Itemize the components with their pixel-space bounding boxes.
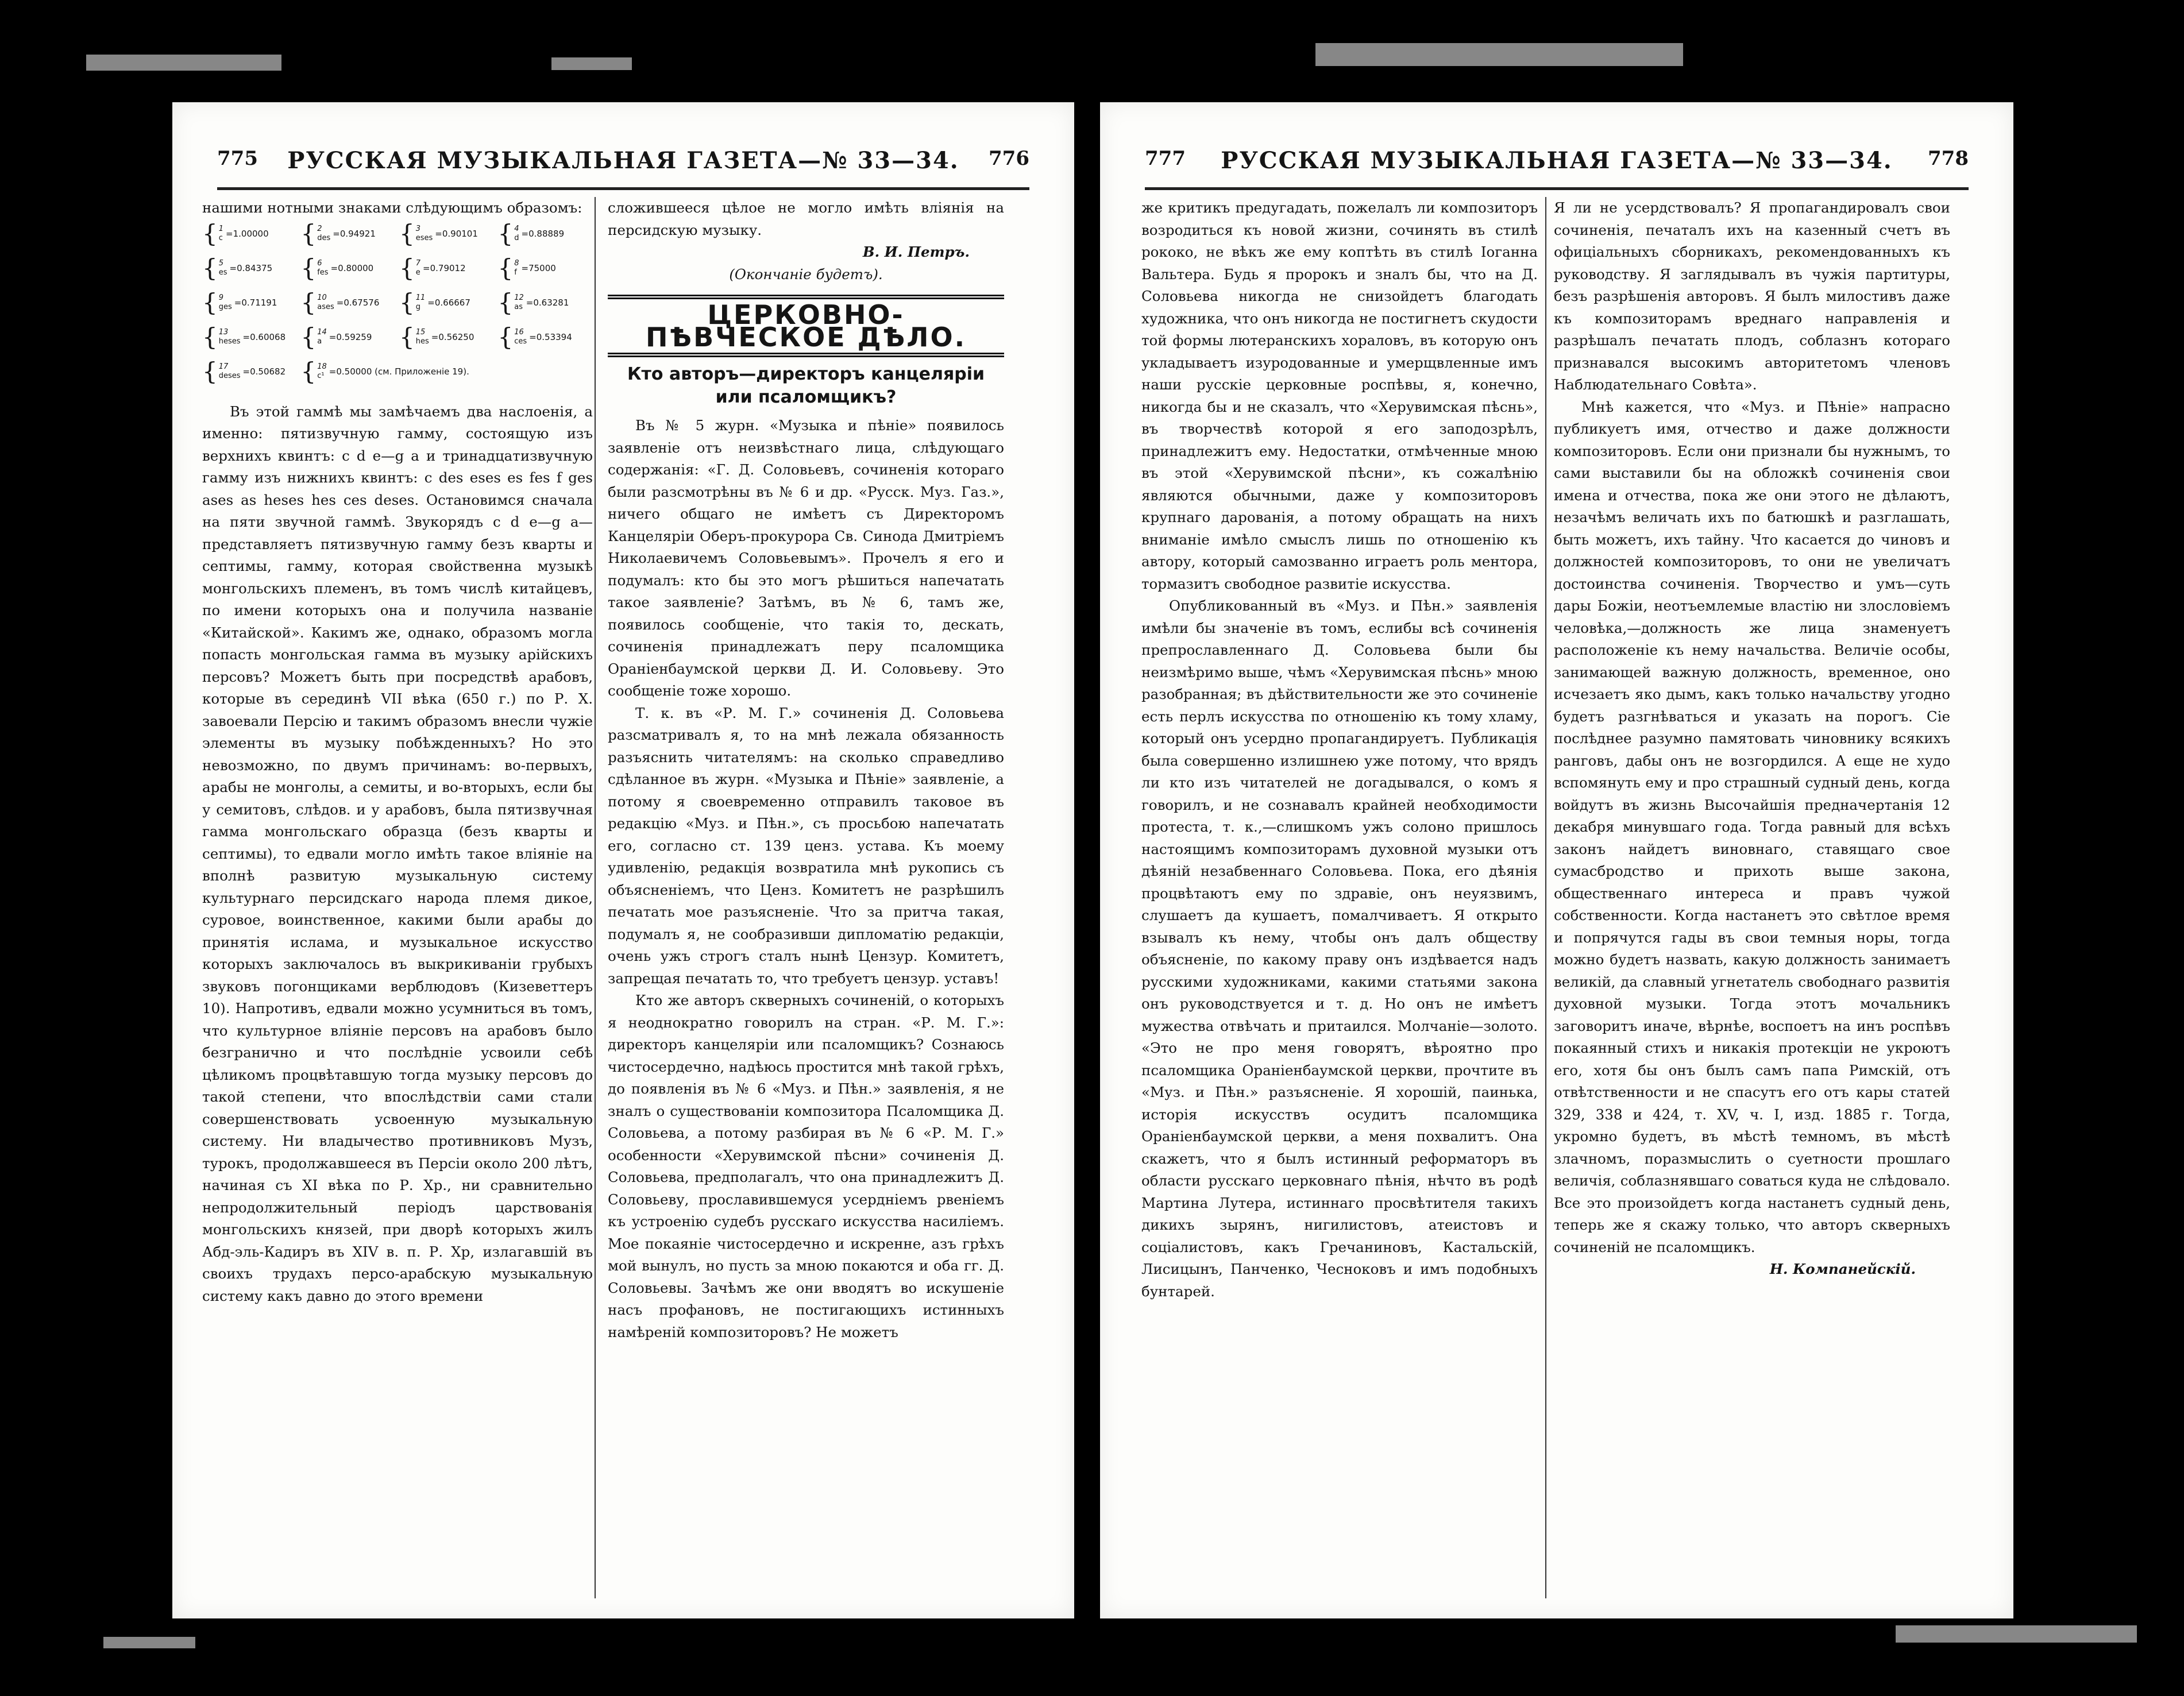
equals-glyph: = — [336, 297, 344, 308]
brace-glyph: { — [300, 322, 317, 351]
brace-glyph: { — [202, 219, 218, 248]
page-number-775: 775 — [217, 147, 258, 170]
degree-number: 9 — [218, 293, 224, 302]
scale-degree — [416, 328, 429, 346]
equals-glyph: = — [229, 262, 237, 273]
note-name: hes — [415, 337, 429, 346]
brace-glyph: { — [497, 288, 514, 316]
note-name: as — [514, 302, 523, 311]
scan-noise-top-left — [86, 55, 281, 71]
degree-number: 14 — [317, 327, 327, 337]
ratio-value: 0.80000 — [338, 262, 374, 273]
note-name: ges — [218, 302, 232, 311]
note-name: des — [317, 233, 331, 242]
brace-glyph: { — [399, 219, 415, 248]
article-paragraph: Въ этой гаммѣ мы замѣчаемъ два наслоенія, а именно: пятизвучную гамму, состоящую изъ верхнихъ квинтъ: c d e—g a и тринадцатизвучную гамму изъ нижнихъ квинтъ: c des eses es fes f ges ases as heses hes ces deses. Остановимся сначала на пяти звучной гаммѣ. Звукорядъ c d e—g a—представляетъ пятизвучную гамму безъ кварты и септимы, гамму, которая свойственна музыкѣ монгольскихъ племенъ, въ томъ числѣ китайцевъ, по имени которыхъ она и получила названіе «Китайской». Какимъ же, однако, образомъ могла попасть монгольская гамма въ музыку арійскихъ персовъ? Можетъ быть при посредствѣ арабовъ, которые въ серединѣ VII вѣка (650 г.) по Р. Х. завоевали Персію и такимъ образомъ внесли чужіе элементы въ музыку побѣжденныхъ? Но это невозможно, по двумъ причинамъ: во-первыхъ, арабы не монголы, а семиты, и во-вторыхъ, если бы у семитовъ, слѣдов. и у арабовъ, была пятизвучная гамма монгольскаго образца (безъ кварты и септимы), то едвали могло имѣть такое вліяніе на вполнѣ развитую музыкальную систему культурнаго персидскаго народа племя дикое, суровое, воинственное, какими были арабы до принятія ислама, и музыкальное искусство которыхъ заключалось въ выкрикиваніи грубыхъ звуковъ погонщиками верблюдовъ (Кизеветтеръ 10). Напротивъ, едвали можно усумниться въ томъ, что культурное вліяніе персовъ на арабовъ было безгранично и что послѣдніе усвоили себѣ цѣликомъ процвѣтавшую тогда музыку персовъ до такой степени, что впослѣдствіи сами стали совершенствовать усвоенную музыкальную систему. Ни владычество противниковъ Музъ, турокъ, продолжавшееся въ Персіи около 200 лѣтъ, начиная съ XI вѣка по Р. Хр., ни сравнительно непродолжительный періодъ царствованія монгольскихъ князей, при дворѣ которыхъ жилъ Абд-эль-Кадиръ въ XIV в. п. Р. Хр, излагавшій въ своихъ трудахъ персо-арабскую музыкальную систему какъ давно до этого времени — [202, 403, 593, 1304]
scale-entry — [399, 288, 495, 316]
scale-entry — [497, 253, 593, 282]
equals-glyph: = — [526, 297, 534, 308]
brace-glyph: { — [202, 357, 218, 385]
equals-glyph: = — [427, 297, 435, 308]
left-page-column-2 — [608, 197, 1004, 1598]
degree-number: 10 — [317, 293, 327, 302]
equals-glyph: = — [431, 331, 439, 342]
right-page-header — [1145, 147, 1969, 190]
brace-glyph: { — [300, 357, 317, 385]
scale-entry — [202, 253, 298, 282]
scale-intro: нашими нотными знаками слѣдующимъ образомъ: — [202, 199, 582, 216]
note-name: e — [415, 268, 420, 277]
equals-glyph: = — [329, 331, 337, 342]
degree-number: 18 — [317, 362, 327, 371]
degree-number: 16 — [514, 327, 524, 337]
note-name: a — [317, 337, 322, 346]
degree-number: 5 — [218, 258, 224, 268]
equals-glyph: = — [423, 262, 430, 273]
scale-entry — [497, 219, 593, 248]
degree-number: 17 — [218, 362, 229, 371]
article-subtitle: Кто авторъ—директоръ канцеляріи или псаломщикъ? — [627, 364, 985, 407]
scale-degree — [317, 259, 328, 277]
ratio-value: 0.63281 — [533, 297, 569, 308]
scale-entry — [497, 322, 593, 351]
masthead: РУССКАЯ МУЗЫКАЛЬНАЯ ГАЗЕТА—№ 33—34. — [1221, 147, 1893, 174]
scale-entry — [399, 253, 495, 282]
scale-degree — [219, 293, 232, 312]
brace-glyph: { — [202, 288, 218, 316]
article-paragraph: Въ № 5 журн. «Музыка и пѣніе» появилось заявленіе отъ неизвѣстнаго лица, слѣдующаго содержанія: «Г. Д. Соловьевъ, сочиненія котораго были разсмотрѣны въ № 6 и др. «Русск. Муз. Газ.», ничего общаго не имѣетъ съ Директоромъ Канцеляріи Оберъ-прокурора Св. Синода Дмитріемъ Николаевичемъ Соловьевымъ». Прочелъ я его и подумалъ: кто бы это могъ рѣшиться напечатать такое заявленіе? Затѣмъ, въ № 6, тамъ же, появилось сообщеніе, что такія то, дескать, сочиненія принадлежатъ перу псаломщика Оранiенбаумской церкви Д. И. Соловьеву. Это сообщеніе тоже хорошо. — [608, 417, 1004, 699]
page-number-778: 778 — [1928, 147, 1969, 170]
ratio-value: 0.56250 — [438, 331, 474, 342]
scale-entry — [399, 322, 495, 351]
left-page-column-1 — [202, 197, 593, 1598]
ratio-value: 75000 — [528, 262, 556, 273]
article-paragraph: Я ли не усердствовалъ? Я пропагандировалъ свои сочиненія, печаталъ ихъ на казенный счетъ въ офиціальныхъ сборникахъ, рекомендованныхъ къ руководству. Я заглядывалъ въ чужія партитуры, безъ разрѣшенія авторовъ. Я былъ милостивъ даже къ композиторамъ вреднаго направленія и разрѣшалъ печатать плодъ, соблазнъ котораго признавался высокимъ авторитетомъ членовъ Наблюдательнаго Совѣта». — [1554, 199, 1950, 393]
degree-number: 3 — [415, 224, 421, 233]
ratio-value: 0.59259 — [336, 331, 372, 342]
brace-glyph: { — [300, 219, 317, 248]
column-divider — [1545, 197, 1546, 1598]
article-paragraph: Опубликованный въ «Муз. и Пѣн.» заявленія имѣли бы значеніе въ томъ, еслибы всѣ сочиненія препрославленнаго Д. Соловьева были бы неизмѣримо выше, чѣмъ «Херувимская пѣснь» мною разобранная; въ дѣйствительности же это сочиненіе есть перлъ искусства по отношенію къ тому хламу, который онъ усердно пропагандируетъ. Публикація была совершенно излишнею уже потому, что врядъ ли кто изъ читателей не догадывался, о комъ я говорилъ, и не сознавалъ крайней необходимости протеста, т. к.,—слишкомъ ужъ солоно пришлось настоящимъ композиторамъ духовной музыки отъ дѣяній незабвеннаго Соловьева. Пока, его дѣянія процвѣтаютъ ему по здравіе, онъ неуязвимъ, слушаетъ да кушаетъ, помалчиваетъ. Я открыто взывалъ къ нему, чтобы онъ далъ обществу объясненіе, по какому праву онъ издѣвается надъ русскими художниками, какими статьями закона онъ руководствуется и т. д. Но онъ не имѣетъ мужества отвѣчать и притаился. Молчаніе—золото. «Это не про меня говорятъ, вѣроятно про псаломщика Оранiенбаумской церкви, прочтите въ «Муз. и Пѣн.» разъясненіе. Я хорошій, паинька, исторія искусствъ осудитъ псаломщика Оранiенбаумской церкви, а меня похвалитъ. Она скажетъ, что я былъ истинный реформаторъ въ области русскаго церковнаго пѣнія, нѣчто въ родѣ Мартина Лутера, истиннаго просвѣтителя такихъ дикихъ зырянъ, нигилистовъ, атеистовъ и соціалистовъ, какъ Гречаниновъ, Кастальскій, Лисицынъ, Панченко, Чесноковъ и имъ подобныхъ бунтарей. — [1141, 597, 1538, 1300]
article-paragraph: Кто же авторъ скверныхъ сочиненій, о которыхъ я неоднократно говорилъ на стран. «Р. М. Г.»: директоръ канцеляріи или псаломщикъ? Сознаюсь чистосердечно, надѣюсь простится мнѣ такой грѣхъ, до появленія въ № 6 «Муз. и Пѣн.» заявленія, я не зналъ о существованіи композитора Псаломщика Д. Соловьева, а потому разбирая въ № 6 «Р. М. Г.» особенности «Херувимской пѣсни» сочиненія Д. Соловьева, предполагалъ, что она принадлежитъ Д. Соловьеву, прославившемуся усердніемъ рвеніемъ къ устроенію судебъ русскаго искусства насиліемъ. Мое покаяніе чистосердечно и искренне, азъ грѣхъ мой вынулъ, но пусть за мною покаются и оба гг. Д. Соловьевы. Зачѣмъ же они вводятъ во искушеніе насъ профановъ, не постигающихъ истинныхъ намѣреній композиторовъ? Не можетъ — [608, 992, 1004, 1340]
masthead: РУССКАЯ МУЗЫКАЛЬНАЯ ГАЗЕТА—№ 33—34. — [287, 147, 959, 174]
equals-glyph: = — [521, 228, 529, 239]
degree-number: 11 — [415, 293, 426, 302]
equals-glyph: = — [521, 262, 529, 273]
ratio-value: 0.94921 — [339, 228, 376, 239]
ratio-value: 0.53394 — [536, 331, 572, 342]
scale-entry — [202, 357, 298, 385]
degree-number: 8 — [514, 258, 519, 268]
brace-glyph: { — [300, 253, 317, 282]
article-paragraph: же критикъ предугадать, пожелалъ ли композиторъ возродиться къ новой жизни, сочинять въ стилѣ рококо, не вѣкъ же ему коптѣть въ стилѣ Іоганна Вальтера. Будь я пророкъ и зналъ бы, что на Д. Соловьева никогда не снизойдетъ благодать художника, что онъ никогда не постигнетъ скудости той формы лютеранскихъ хораловъ, въ которую онъ укладываетъ изуродованные и умерщвленные имъ наши русскіе церковные роспѣвы, я, конечно, никогда бы и не сказалъ, что «Херувимская пѣснь», въ творчествѣ которой я его заподозрѣлъ, принадлежитъ ему. Недостатки, отмѣченные мною въ этой «Херувимской пѣсни», къ сожалѣнію являются обычными, даже у композиторовъ крупнаго дарованія, а потому обращать на нихъ вниманіе имѣло смыслъ лишь по отношенію къ автору, который самозванно играетъ роль ментора, тормазитъ свободное развитіе искусства. — [1141, 199, 1538, 592]
scale-entry — [399, 219, 495, 248]
note-name: ces — [514, 337, 527, 346]
degree-number: 1 — [218, 224, 224, 233]
scale-degree — [514, 225, 519, 243]
brace-glyph: { — [202, 253, 218, 282]
left-page-header — [217, 147, 1029, 190]
equals-glyph: = — [435, 228, 442, 239]
note-name: c¹ — [317, 371, 325, 380]
scale-entry — [300, 219, 396, 248]
to-be-continued: (Окончаніе будетъ). — [729, 265, 883, 283]
scale-degree — [514, 328, 527, 346]
scan-noise-top-mid — [551, 57, 632, 70]
brace-glyph: { — [497, 253, 514, 282]
brace-glyph: { — [399, 322, 415, 351]
author-signature: Н. Компанейскій. — [1769, 1261, 1916, 1277]
brace-glyph: { — [399, 253, 415, 282]
right-page-column-2 — [1554, 197, 1950, 1598]
scale-degree — [219, 225, 223, 243]
note-name: deses — [218, 371, 241, 380]
scale-entry — [202, 322, 298, 351]
brace-glyph: { — [300, 288, 317, 316]
scan-noise-bottom-left — [103, 1637, 195, 1648]
scale-degree — [317, 328, 327, 346]
note-name: c — [218, 233, 223, 242]
page-number-776: 776 — [989, 147, 1029, 170]
scale-degree — [416, 225, 433, 243]
left-page — [172, 102, 1074, 1618]
degree-number: 2 — [317, 224, 322, 233]
equals-glyph: = — [242, 366, 250, 377]
scale-degree — [514, 293, 524, 312]
note-name: d — [514, 233, 519, 242]
degree-number: 15 — [415, 327, 426, 337]
brace-glyph: { — [497, 219, 514, 248]
ratio-value: 1.00000 — [233, 228, 269, 239]
equals-glyph: = — [226, 228, 233, 239]
scale-degree — [317, 225, 330, 243]
note-name: eses — [415, 233, 433, 242]
scale-degree — [416, 259, 420, 277]
scale-table — [202, 219, 593, 385]
ratio-value: 0.88889 — [528, 228, 565, 239]
note-name: g — [415, 302, 420, 311]
note-name: fes — [317, 268, 329, 277]
degree-number: 12 — [514, 293, 524, 302]
brace-glyph: { — [399, 288, 415, 316]
equals-glyph: = — [330, 262, 338, 273]
article-closing-text: сложившееся цѣлое не могло имѣть вліянія на персидскую музыку. — [608, 199, 1004, 238]
equals-glyph: = — [242, 331, 250, 342]
note-name: f — [514, 268, 517, 277]
equals-glyph: = — [234, 297, 242, 308]
scale-degree — [219, 362, 241, 381]
degree-number: 6 — [317, 258, 322, 268]
ratio-value: 0.66667 — [434, 297, 470, 308]
ratio-value: 0.84375 — [237, 262, 273, 273]
scale-entry — [300, 288, 396, 316]
author-signature: В. И. Петръ. — [862, 244, 970, 260]
column-divider — [595, 197, 596, 1598]
scan-noise-bottom-right — [1896, 1625, 2137, 1643]
note-name: heses — [218, 337, 241, 346]
scale-entry — [497, 288, 593, 316]
scale-entry — [202, 288, 298, 316]
scale-degree — [317, 362, 327, 381]
right-page-column-1 — [1141, 197, 1538, 1598]
scale-degree — [317, 293, 334, 312]
scale-degree — [219, 328, 241, 346]
scale-degree — [416, 293, 426, 312]
ratio-value: 0.60068 — [250, 331, 286, 342]
scale-entry — [202, 219, 298, 248]
scan-noise-top-right — [1315, 43, 1683, 66]
article-paragraph: Мнѣ кажется, что «Муз. и Пѣніе» напрасно публикуетъ имя, отчество и даже должности композиторовъ. Если они признали бы нужнымъ, то сами выставили бы на обложкѣ сочиненія свои имена и отчества, пока же они этого не дѣлаютъ, незачѣмъ величать ихъ по батюшкѣ и разглашать, быть можетъ, ихъ тайну. Что касается до чиновъ и должностей композиторовъ, то они не увеличатъ достоинства сочиненія. Творчество и умъ—суть дары Божіи, неотъемлемые властію ни злословіемъ человѣка,—должность же лица знаменуетъ расположеніе къ нему начальства. Величіе особы, занимающей важную должность, временное, оно исчезаетъ яко дымъ, какъ только начальству угодно будетъ разгнѣваться и указать на порогъ. Сіе послѣднее разумно памятовать чиновнику всякихъ ранговъ, дабы онъ не возгордился. А еще не худо вспомянуть ему и про страшный судный день, когда войдутъ въ жизнь Высочайшія предначертанія 12 декабря минувшаго года. Тогда равный для всѣхъ законъ найдетъ виновнаго, ставящаго свое сумасбродство и прихоть выше закона, общественнаго интереса и правъ чужой собственности. Когда настанетъ это свѣтлое время и попрячутся гады въ свои темныя норы, тогда можно будетъ назвать, какую должность занимаетъ великій, да славный угнетатель свободнаго развитія духовной музыки. Тогда этотъ мочальникъ заговоритъ иначе, вѣрнѣе, воспоетъ на инъ роспѣвъ покаянный стихъ и никакія протекціи не укроютъ его, хотя бы онъ былъ самъ папа Римскій, отъ отвѣтственности и не спасутъ его отъ кары статей 329, 338 и 424, т. XV, ч. І, изд. 1885 г. Тогда, укромно будетъ, въ мѣстѣ темномъ, въ мѣстѣ злачномъ, поразмыслить о суетности прошлаго величія, соблазнявшаго соваться куда не слѣдовало. Все это произойдетъ когда настанетъ судный день, теперь же я скажу только, что авторъ скверныхъ сочиненій не псаломщикъ. — [1554, 398, 1950, 1255]
scale-entry — [300, 357, 593, 385]
ratio-value: 0.50682 — [250, 366, 286, 377]
scale-degree — [514, 259, 519, 277]
ratio-value: 0.67576 — [344, 297, 380, 308]
ratio-value: 0.90101 — [442, 228, 478, 239]
note-name: es — [218, 268, 227, 277]
section-title: ЦЕРКОВНО-ПѢВЧЕСКОЕ ДѢЛО. — [608, 295, 1004, 357]
equals-glyph: = — [333, 228, 340, 239]
equals-glyph: = — [529, 331, 537, 342]
right-page — [1100, 102, 2013, 1618]
degree-number: 7 — [415, 258, 421, 268]
page-number-777: 777 — [1145, 147, 1186, 170]
scale-entry — [300, 322, 396, 351]
ratio-value: 0.50000 (см. Приложеніе 19). — [336, 366, 469, 377]
article-paragraph: Т. к. въ «Р. М. Г.» сочиненія Д. Соловьева разсматривалъ я, то на мнѣ лежала обязанность разъяснить читателямъ: на сколько справедливо сдѣланное въ журн. «Музыка и Пѣніе» заявленіе, а потому я своевременно отправилъ таковое въ редакцію «Муз. и Пѣн.», съ просьбою напечатать его, согласно ст. 139 ценз. устава. Къ моему удивленію, редакція возвратила мнѣ рукопись съ объясненіемъ, что Ценз. Комитетъ не разрѣшилъ печатать мое разъясненіе. Что за притча такая, подумалъ я, не сообразивши дипломатію редакціи, очень ужъ строгъ сталъ нынѣ Цензур. Комитетъ, запрещая печатать то, что требуетъ цензур. уставъ! — [608, 704, 1004, 987]
brace-glyph: { — [497, 322, 514, 351]
scale-entry — [300, 253, 396, 282]
brace-glyph: { — [202, 322, 218, 351]
degree-number: 13 — [218, 327, 229, 337]
ratio-value: 0.79012 — [430, 262, 466, 273]
degree-number: 4 — [514, 224, 519, 233]
ratio-value: 0.71191 — [241, 297, 277, 308]
scale-degree — [219, 259, 227, 277]
note-name: ases — [317, 302, 334, 311]
equals-glyph: = — [329, 366, 337, 377]
